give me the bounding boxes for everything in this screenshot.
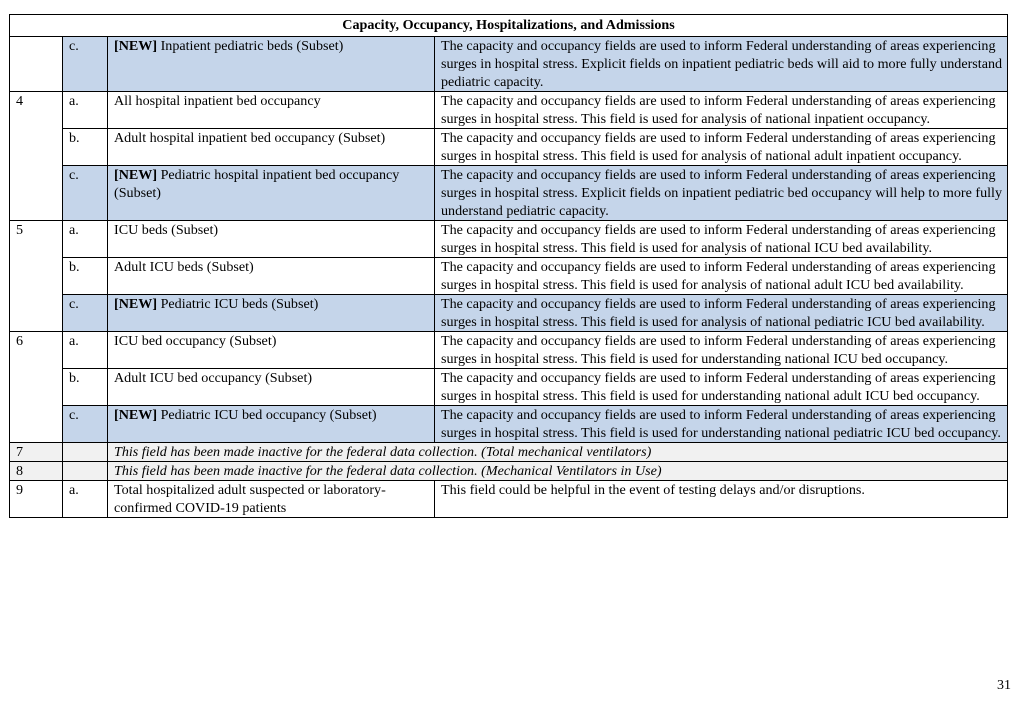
field-name: All hospital inpatient bed occupancy: [108, 92, 435, 129]
inactive-row: [10, 443, 1008, 462]
field-name: ICU bed occupancy (Subset): [108, 332, 435, 369]
new-tag: [NEW]: [114, 407, 158, 423]
field-description: The capacity and occupancy fields are used to inform Federal understanding of areas experiencing surges in hospital stress. This field is used for understanding national adult ICU bed occupancy.: [435, 369, 1008, 406]
field-label: Pediatric ICU beds (Subset): [157, 296, 319, 312]
field-description: The capacity and occupancy fields are used to inform Federal understanding of areas experiencing surges in hospital stress. This field is used for understanding national ICU bed occupancy.: [435, 332, 1008, 369]
item-letter: b.: [63, 258, 108, 295]
field-description: The capacity and occupancy fields are used to inform Federal understanding of areas experiencing surges in hospital stress. This field is used for analysis of national ICU bed availability.: [435, 221, 1008, 258]
field-name: Adult ICU beds (Subset): [108, 258, 435, 295]
table-row: [10, 406, 1008, 443]
item-letter: a.: [63, 332, 108, 369]
field-label: Pediatric hospital inpatient bed occupancy (Subset): [114, 167, 400, 201]
item-number: 7: [10, 443, 63, 462]
item-letter: [63, 462, 108, 481]
field-description: This field could be helpful in the event of testing delays and/or disruptions.: [435, 481, 1008, 518]
new-tag: [NEW]: [114, 38, 158, 54]
table-row: [10, 92, 1008, 129]
table-row: [10, 166, 1008, 221]
item-letter: b.: [63, 129, 108, 166]
table-title: Capacity, Occupancy, Hospitalizations, and Admissions: [10, 15, 1008, 37]
table-row: [10, 37, 1008, 92]
field-name: Adult ICU bed occupancy (Subset): [108, 369, 435, 406]
item-number: 5: [10, 221, 63, 332]
table-row: [10, 295, 1008, 332]
item-letter: c.: [63, 406, 108, 443]
table-row: [10, 369, 1008, 406]
field-name: [108, 37, 435, 92]
field-description: The capacity and occupancy fields are used to inform Federal understanding of areas experiencing surges in hospital stress. This field is used for analysis of national pediatric ICU bed availability.: [435, 295, 1008, 332]
item-letter: c.: [63, 37, 108, 92]
inactive-row: [10, 462, 1008, 481]
table-row: [10, 481, 1008, 518]
item-letter: a.: [63, 92, 108, 129]
capacity-table: [9, 14, 1008, 518]
page-number: 31: [997, 678, 1011, 693]
field-name: Adult hospital inpatient bed occupancy (Subset): [108, 129, 435, 166]
item-number: [10, 37, 63, 92]
new-tag: [NEW]: [114, 167, 158, 183]
item-letter: c.: [63, 166, 108, 221]
field-name: ICU beds (Subset): [108, 221, 435, 258]
item-letter: a.: [63, 221, 108, 258]
item-number: 4: [10, 92, 63, 221]
item-letter: b.: [63, 369, 108, 406]
item-letter: [63, 443, 108, 462]
item-number: 8: [10, 462, 63, 481]
item-letter: a.: [63, 481, 108, 518]
table-row: [10, 332, 1008, 369]
field-label: Inpatient pediatric beds (Subset): [157, 38, 344, 54]
table-row: [10, 221, 1008, 258]
field-description: The capacity and occupancy fields are used to inform Federal understanding of areas experiencing surges in hospital stress. This field is used for analysis of national inpatient occupancy.: [435, 92, 1008, 129]
field-description: The capacity and occupancy fields are used to inform Federal understanding of areas experiencing surges in hospital stress. This field is used for analysis of national adult ICU bed availability.: [435, 258, 1008, 295]
field-name: [108, 406, 435, 443]
table-row: [10, 129, 1008, 166]
inactive-note: This field has been made inactive for the federal data collection. (Total mechanical ventilators): [108, 443, 1008, 462]
item-number: 9: [10, 481, 63, 518]
field-description: The capacity and occupancy fields are used to inform Federal understanding of areas experiencing surges in hospital stress. Explicit fields on inpatient pediatric beds will aid to more fully understand pediatric capacity.: [435, 37, 1008, 92]
field-name: [108, 166, 435, 221]
field-name: Total hospitalized adult suspected or laboratory-confirmed COVID-19 patients: [108, 481, 435, 518]
item-letter: c.: [63, 295, 108, 332]
field-label: Pediatric ICU bed occupancy (Subset): [157, 407, 377, 423]
field-name: [108, 295, 435, 332]
inactive-note: This field has been made inactive for the federal data collection. (Mechanical Ventilators in Use): [108, 462, 1008, 481]
field-description: The capacity and occupancy fields are used to inform Federal understanding of areas experiencing surges in hospital stress. This field is used for understanding national pediatric ICU bed occupancy.: [435, 406, 1008, 443]
field-description: The capacity and occupancy fields are used to inform Federal understanding of areas experiencing surges in hospital stress. Explicit fields on inpatient pediatric bed occupancy will help to more fully understand pediatric capacity.: [435, 166, 1008, 221]
item-number: 6: [10, 332, 63, 443]
table-row: [10, 258, 1008, 295]
field-description: The capacity and occupancy fields are used to inform Federal understanding of areas experiencing surges in hospital stress. This field is used for analysis of national adult inpatient occupancy.: [435, 129, 1008, 166]
new-tag: [NEW]: [114, 296, 158, 312]
